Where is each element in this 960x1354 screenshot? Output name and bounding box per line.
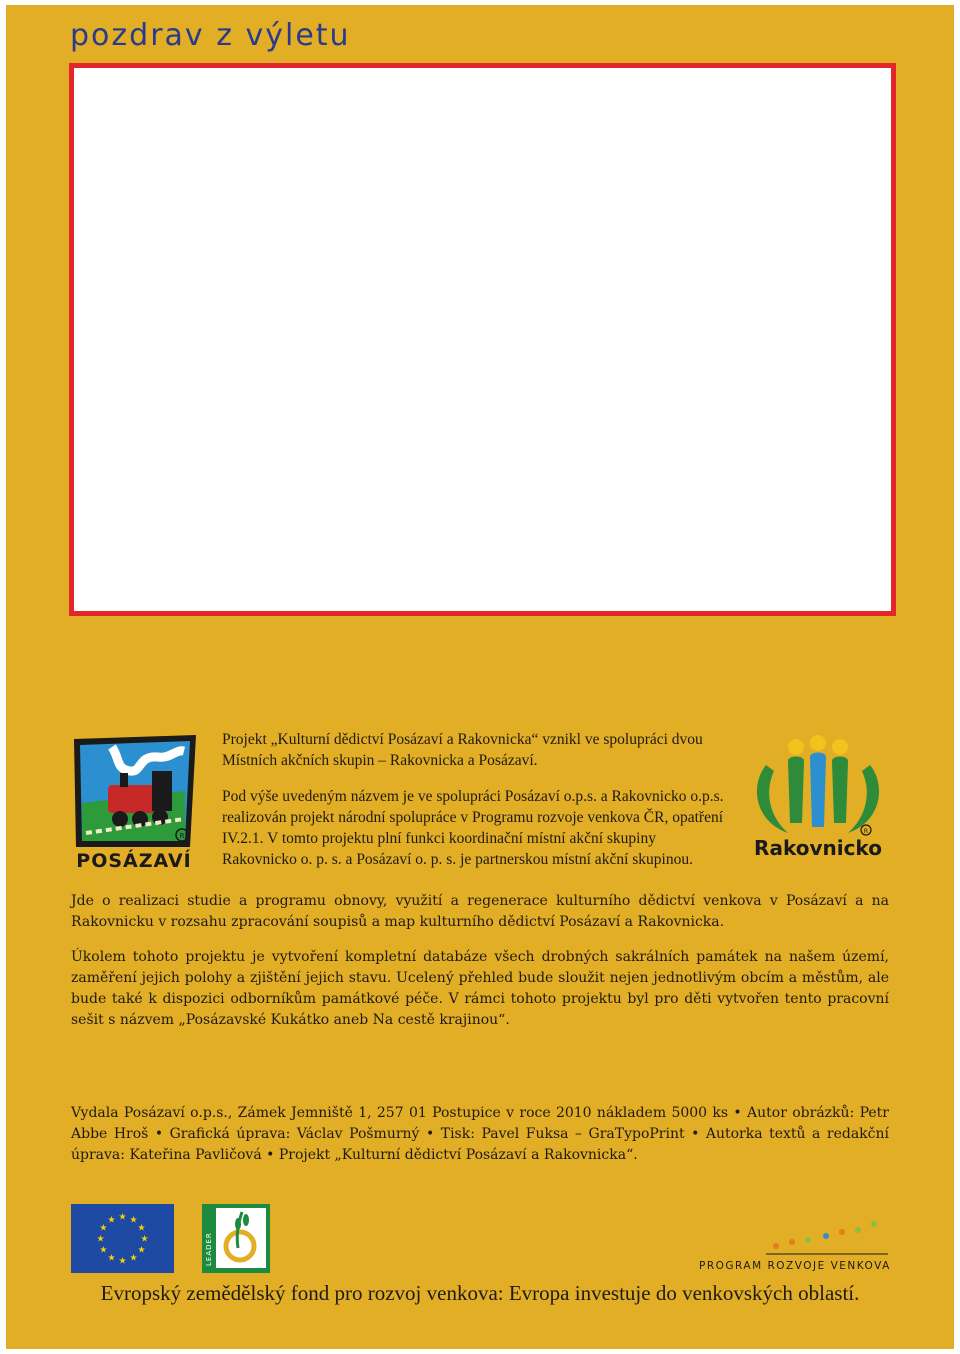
publisher-paragraph: Vydala Posázaví o.p.s., Zámek Jemniště 1, 257 01 Postupice v roce 2010 nákladem 5000 ks • Autor obrázků: Petr Abbe Hroš • Grafická úprava: Václav Pošmurný • Tisk: Pavel Fuksa – GraTypoPrint • Autorka textů a redakční úprava: Kateřina Pavličová • Projekt „Kulturní dědictví Posázaví a Rakovnicka“. <box>71 1105 889 1163</box>
eu-flag-logo <box>71 1204 174 1273</box>
photo-frame <box>69 63 896 616</box>
page-title: pozdrav z výletu <box>70 18 351 53</box>
eu-star-icon: ★ <box>137 1245 146 1256</box>
eu-star-icon: ★ <box>99 1245 108 1256</box>
posazavi-logo <box>72 733 200 873</box>
eu-star-icon: ★ <box>129 1215 138 1226</box>
rakovnicko-logo-text: Rakovnicko <box>754 836 882 860</box>
goal-paragraph: Úkolem tohoto projektu je vytvoření kompletní databáze všech drobných sakrálních památek na našem území, zaměření jejich polohy a zjištění jejich stavu. Ucelený přehled bude sloužit nejen jednotlivým obcím a městům, ale bude také k dispozici odborníkům památkové péče. V rámci tohoto projektu byl pro děti vytvořen tento pracovní sešit s názvem „Posázavské Kukátko aneb Na cestě krajinou“. <box>71 949 889 1028</box>
project-description-continued: Jde o realizaci studie a programu obnovy, využití a regenerace kulturního dědictví venkova v Posázaví a na Rakovnicku v rozsahu zpracování soupisů a map kulturního dědictví Posázaví a Rakovnicka. <box>71 893 889 930</box>
leader-logo-text: LEADER <box>205 1232 213 1266</box>
eu-star-icon: ★ <box>96 1234 105 1245</box>
svg-text:R: R <box>179 832 185 840</box>
eu-star-icon: ★ <box>99 1223 108 1234</box>
eu-star-icon: ★ <box>107 1215 116 1226</box>
leader-logo <box>202 1204 270 1273</box>
eu-star-icon: ★ <box>118 1256 127 1267</box>
eu-star-icon: ★ <box>129 1253 138 1264</box>
eu-star-icon: ★ <box>140 1234 149 1245</box>
intro-paragraph: Projekt „Kulturní dědictví Posázaví a Rakovnicka“ vznikl ve spolupráci dvou Místních akčních skupin – Rakovnicka a Posázaví. <box>222 731 703 769</box>
posazavi-logo-text: POSÁZAVÍ <box>76 850 192 872</box>
svg-text:R: R <box>863 828 869 835</box>
eu-star-icon: ★ <box>137 1223 146 1234</box>
program-rozvoje-venkova-text: PROGRAM ROZVOJE VENKOVA <box>699 1260 891 1272</box>
footer-slogan: Evropský zemědělský fond pro rozvoj venkova: Evropa investuje do venkovských oblastí. <box>100 1281 860 1305</box>
rakovnicko-logo <box>748 735 888 860</box>
eu-star-icon: ★ <box>118 1212 127 1223</box>
eu-star-icon: ★ <box>107 1253 116 1264</box>
project-description-paragraph: Pod výše uvedeným názvem je ve spolupráci Posázaví o.p.s. a Rakovnicko o.p.s. realizován projekt národní spolupráce v Programu rozvoje venkova ČR, opatření IV.2.1. V tomto projektu plní funkci koordinační místní akční skupiny Rakovnicko o. p. s. a Posázaví o. p. s. je partnerskou místní akční skupinou. <box>222 788 724 868</box>
